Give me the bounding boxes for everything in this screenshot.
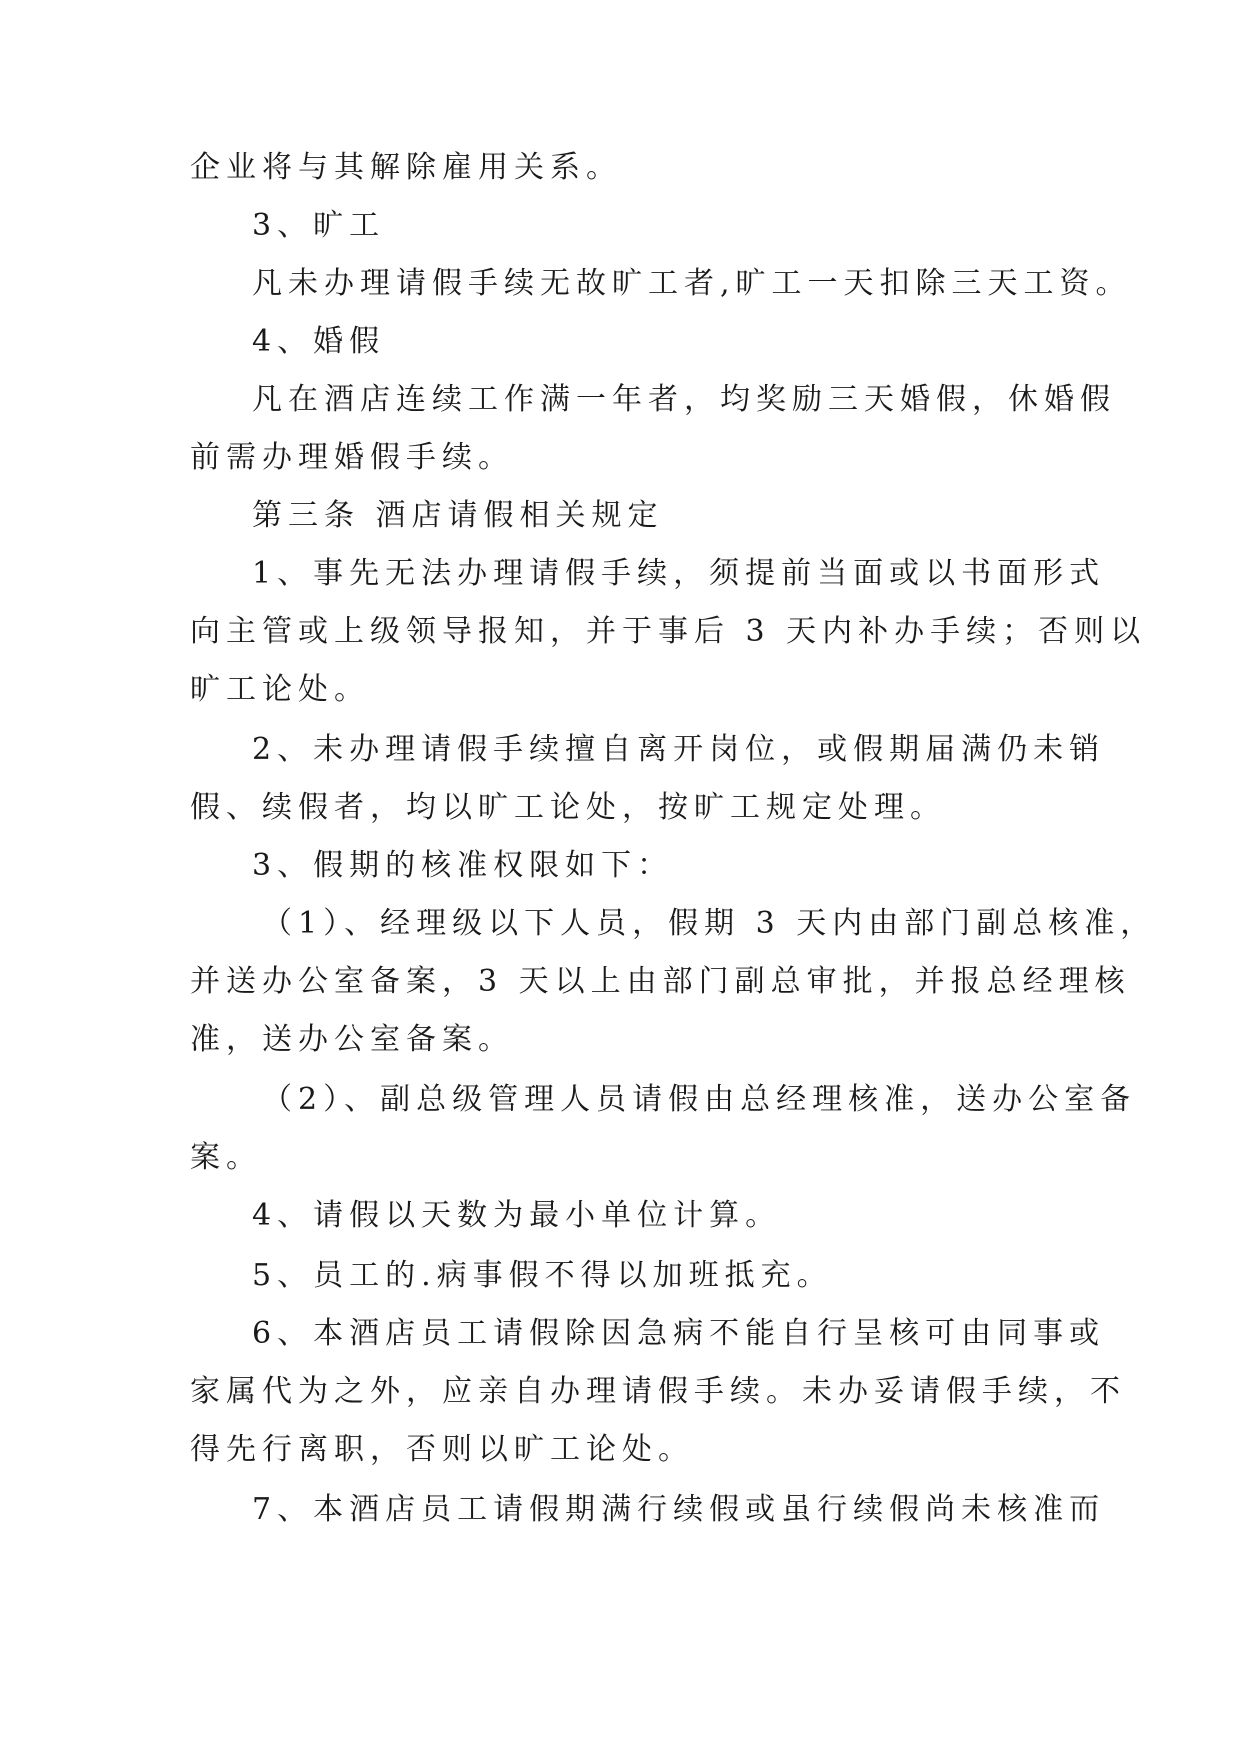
paragraph-line: 2、未办理请假手续擅自离开岗位，或假期届满仍未销 xyxy=(252,732,1106,767)
paragraph-line: 假、续假者，均以旷工论处，按旷工规定处理。 xyxy=(190,790,946,825)
paragraph-line: 凡在酒店连续工作满一年者，均奖励三天婚假，休婚假 xyxy=(252,382,1116,417)
paragraph-line: 家属代为之外，应亲自办理请假手续。未办妥请假手续，不 xyxy=(190,1374,1126,1409)
paragraph-line: 6、本酒店员工请假除因急病不能自行呈核可由同事或 xyxy=(252,1316,1106,1351)
paragraph-line: 案。 xyxy=(190,1140,262,1175)
paragraph-line: 准，送办公室备案。 xyxy=(190,1022,514,1057)
paragraph-line: 7、本酒店员工请假期满行续假或虽行续假尚未核准而 xyxy=(252,1492,1106,1527)
paragraph-line: 前需办理婚假手续。 xyxy=(190,440,514,475)
paragraph-line: 并送办公室备案，3 天以上由部门副总审批，并报总经理核 xyxy=(190,964,1131,999)
paragraph-line: 5、员工的.病事假不得以加班抵充。 xyxy=(252,1258,833,1293)
section-heading: 3、旷工 xyxy=(252,208,386,243)
paragraph-line: 4、请假以天数为最小单位计算。 xyxy=(252,1198,782,1233)
paragraph-line: 3、假期的核准权限如下： xyxy=(252,848,674,883)
paragraph-line: （2）、副总级管理人员请假由总经理核准，送办公室备 xyxy=(262,1082,1137,1117)
paragraph-line: 得先行离职，否则以旷工论处。 xyxy=(190,1432,694,1467)
paragraph-line: 旷工论处。 xyxy=(190,672,370,707)
paragraph-line: （1）、经理级以下人员，假期 3 天内由部门副总核准， xyxy=(262,906,1157,941)
article-heading: 第三条 酒店请假相关规定 xyxy=(252,498,664,533)
section-heading: 4、婚假 xyxy=(252,324,386,359)
paragraph-line: 凡未办理请假手续无故旷工者,旷工一天扣除三天工资。 xyxy=(252,266,1132,301)
paragraph-line: 1、事先无法办理请假手续，须提前当面或以书面形式 xyxy=(252,556,1106,591)
paragraph-line: 向主管或上级领导报知，并于事后 3 天内补办手续；否则以 xyxy=(190,614,1147,649)
paragraph-line: 企业将与其解除雇用关系。 xyxy=(190,150,622,185)
